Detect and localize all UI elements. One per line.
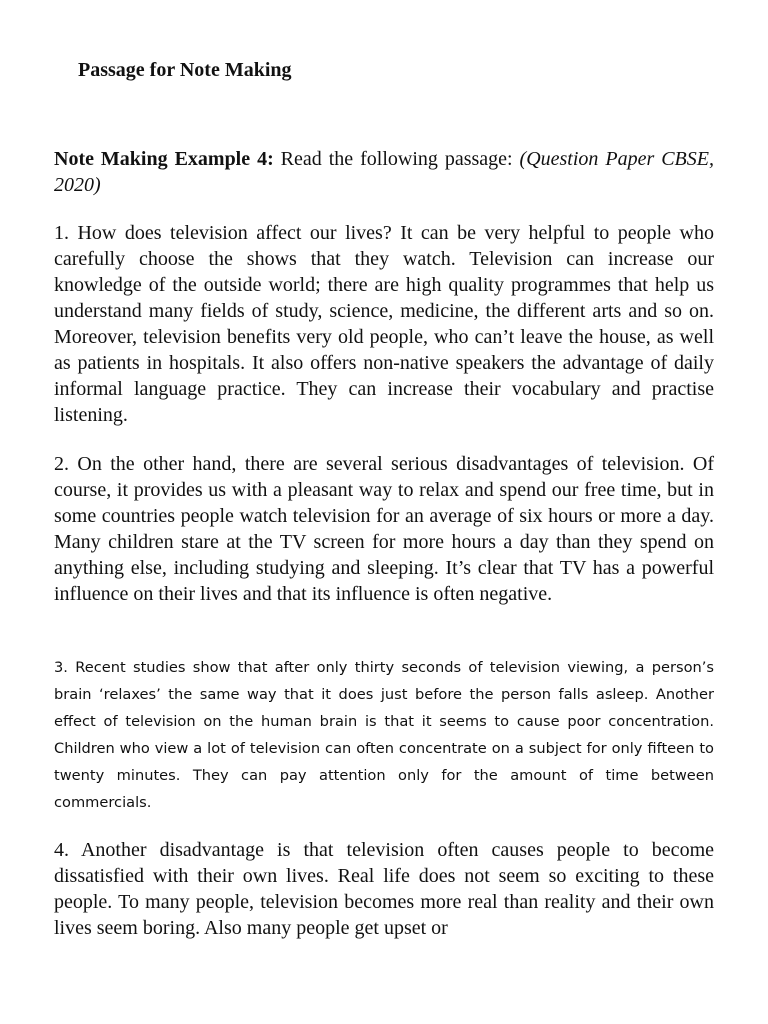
- paragraph-4: 4. Another disadvantage is that television often causes people to become dissatisfied with their own lives. Real life does not seem so exciting to these people. To many people, television becomes more real than reality and their own lives seem boring. Also many people get upset or: [54, 839, 714, 939]
- document-title: Passage for Note Making: [78, 59, 292, 81]
- example-instruction: Read the following passage:: [273, 148, 520, 170]
- paragraph-3: 3. Recent studies show that after only thirty seconds of television viewing, a person’s brain ‘relaxes’ the same way that it does just before the person falls asleep. Another effect of television on the human brain is that it seems to cause poor concentration. Children who view a lot of television can often concentrate on a subject for only fifteen to twenty minutes. They can pay attention only for the amount of time between commercials.: [54, 659, 714, 811]
- paragraph-1: 1. How does television affect our lives? It can be very helpful to people who carefully choose the shows that they watch. Television can increase our knowledge of the outside world; there are high quality programmes that help us understand many fields of study, science, medicine, the different arts and so on. Moreover, television benefits very old people, who can’t leave the house, as well as patients in hospitals. It also offers non-native speakers the advantage of daily informal language practice. They can increase their vocabulary and practise listening.: [54, 222, 714, 426]
- paragraph-2: 2. On the other hand, there are several serious disadvantages of television. Of course, it provides us with a pleasant way to relax and spend our free time, but in some countries people watch television for an average of six hours or more a day. Many children stare at the TV screen for more hours a day than they spend on anything else, including studying and sleeping. It’s clear that TV has a powerful influence on their lives and that its influence is often negative.: [54, 453, 714, 605]
- example-label: Note Making Example 4:: [54, 148, 274, 170]
- example-heading: [54, 146, 714, 198]
- example-source: (Question Paper CBSE, 2020): [54, 148, 714, 196]
